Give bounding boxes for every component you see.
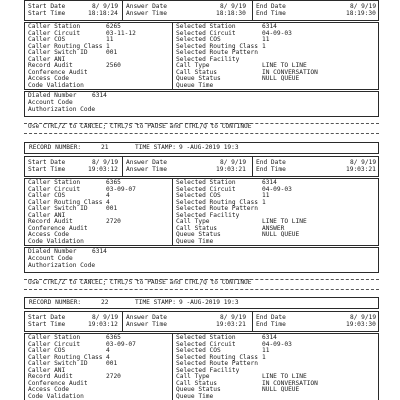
field-label: Record Audit [28, 373, 73, 380]
field-label: Dialed Number [28, 248, 77, 255]
record-header-box [24, 297, 379, 309]
field-value: 6314 [262, 179, 277, 186]
field-label: Access Code [28, 231, 69, 238]
field-label: Caller Switch ID [28, 360, 88, 367]
field-label: Selected Route Pattern [176, 360, 258, 367]
answer-date-value: 8/ 9/19 [220, 3, 247, 10]
end-time-value: 18:19:30 [346, 10, 376, 17]
field-label: Caller COS [28, 347, 66, 354]
record-time-box [24, 156, 379, 177]
field-label: Caller Routing Class [28, 353, 103, 361]
record-number-value: 21 [101, 144, 109, 151]
start-time-label: Start Time [28, 321, 66, 328]
field-label: Selected Station [176, 334, 236, 341]
field-value: 001 [106, 205, 118, 212]
answer-time-label: Answer Time [126, 166, 167, 173]
start-date-value: 8/ 9/19 [92, 159, 119, 166]
start-date-label: Start Date [28, 314, 66, 321]
separator-line [24, 289, 379, 290]
field-label: Caller Station [28, 179, 81, 186]
field-label: Caller Routing Class [28, 198, 103, 206]
field-label: Caller ANI [28, 366, 66, 374]
field-label: Call Type [176, 218, 210, 225]
field-label: Access Code [28, 75, 69, 82]
column-divider [122, 156, 123, 177]
field-label: Selected Station [176, 179, 236, 186]
field-value: 001 [106, 360, 118, 367]
timestamp-label: TIME STAMP: [135, 299, 176, 306]
field-label: Queue Status [176, 386, 221, 393]
field-value: LINE TO LINE [262, 62, 307, 69]
answer-time-value: 19:03:21 [216, 321, 246, 328]
field-label: Caller ANI [28, 211, 66, 219]
record-time-box [24, 311, 379, 332]
field-value: 11 [262, 192, 270, 199]
field-value: 4 [106, 353, 110, 361]
field-value: NULL QUEUE [262, 75, 300, 82]
field-label: Call Type [176, 62, 210, 69]
timestamp-value: 9 -AUG-2019 19:3 [179, 299, 239, 306]
start-date-value: 8/ 9/19 [92, 314, 119, 321]
separator-line [24, 133, 379, 134]
record-number-label: RECORD NUMBER: [29, 144, 82, 151]
field-value: ANSWER [262, 224, 285, 232]
column-divider [122, 0, 123, 21]
field-label: Account Code [28, 255, 73, 262]
field-label: Call Type [176, 373, 210, 380]
field-label: Selected Facility [176, 55, 240, 63]
field-value: 001 [106, 49, 118, 56]
field-value: IN CONVERSATION [262, 379, 318, 387]
end-time-value: 19:03:21 [346, 166, 376, 173]
answer-time-label: Answer Time [126, 321, 167, 328]
field-label: Selected Facility [176, 211, 240, 219]
field-value: 6314 [92, 92, 107, 99]
end-time-label: End Time [256, 166, 286, 173]
end-time-label: End Time [256, 10, 286, 17]
field-label: Selected Route Pattern [176, 205, 258, 212]
field-value: 1 [262, 42, 266, 50]
field-value: 4 [106, 347, 110, 354]
field-label: Selected COS [176, 347, 221, 354]
field-value: NULL QUEUE [262, 386, 300, 393]
column-divider [172, 333, 173, 400]
record-number-label: RECORD NUMBER: [29, 299, 82, 306]
end-date-value: 8/ 9/19 [350, 159, 377, 166]
field-label: Caller Station [28, 334, 81, 341]
end-date-value: 8/ 9/19 [350, 3, 377, 10]
field-label: Caller Circuit [28, 29, 81, 37]
column-divider [172, 178, 173, 246]
answer-date-label: Answer Date [126, 3, 167, 10]
cancel-instruction: Use CTRL/Z to CANCEL; CTRL/S to PAUSE and CTRL/Q to CONTINUE [28, 123, 252, 130]
start-date-label: Start Date [28, 3, 66, 10]
end-date-label: End Date [256, 314, 286, 321]
field-value: 04-09-03 [262, 185, 292, 193]
field-label: Conference Audit [28, 224, 88, 232]
field-label: Caller Circuit [28, 185, 81, 193]
field-label: Call Status [176, 68, 217, 76]
field-label: Caller COS [28, 192, 66, 199]
field-label: Authorization Code [28, 106, 96, 113]
column-divider [172, 22, 173, 90]
field-label: Selected Route Pattern [176, 49, 258, 56]
field-label: Call Status [176, 379, 217, 387]
field-value: 6265 [106, 23, 121, 30]
answer-time-value: 18:18:30 [216, 10, 246, 17]
end-date-value: 8/ 9/19 [350, 314, 377, 321]
field-label: Code Validation [28, 81, 84, 89]
field-value: 04-09-03 [262, 29, 292, 37]
field-label: Caller COS [28, 36, 66, 43]
field-label: Selected Circuit [176, 29, 236, 37]
field-value: IN CONVERSATION [262, 68, 318, 76]
end-time-label: End Time [256, 321, 286, 328]
field-label: Caller ANI [28, 55, 66, 63]
timestamp-label: TIME STAMP: [135, 144, 176, 151]
field-label: Caller Station [28, 23, 81, 30]
field-value: 04-09-03 [262, 340, 292, 348]
field-label: Queue Time [176, 81, 214, 89]
field-label: Record Audit [28, 218, 73, 225]
field-label: Caller Circuit [28, 340, 81, 348]
record-time-box [24, 0, 379, 21]
answer-time-label: Answer Time [126, 10, 167, 17]
field-label: Code Validation [28, 392, 84, 400]
field-label: Access Code [28, 386, 69, 393]
start-time-label: Start Time [28, 166, 66, 173]
field-value: 2720 [106, 373, 121, 380]
start-time-value: 19:03:12 [88, 166, 118, 173]
field-value: 03-09-07 [106, 340, 136, 348]
field-value: 1 [262, 198, 266, 206]
field-label: Call Status [176, 224, 217, 232]
field-value: 2720 [106, 218, 121, 225]
answer-date-value: 8/ 9/19 [220, 159, 247, 166]
field-label: Conference Audit [28, 379, 88, 387]
field-value: 4 [106, 192, 110, 199]
column-divider [122, 311, 123, 332]
field-value: 1 [262, 353, 266, 361]
field-label: Code Validation [28, 237, 84, 245]
field-value: NULL QUEUE [262, 231, 300, 238]
field-label: Record Audit [28, 62, 73, 69]
answer-time-value: 19:03:21 [216, 166, 246, 173]
field-value: 11 [106, 36, 114, 43]
answer-date-label: Answer Date [126, 314, 167, 321]
field-label: Caller Switch ID [28, 49, 88, 56]
field-label: Conference Audit [28, 68, 88, 76]
field-value: 4 [106, 198, 110, 206]
field-label: Caller Switch ID [28, 205, 88, 212]
field-label: Selected Routing Class [176, 198, 258, 206]
end-date-label: End Date [256, 159, 286, 166]
start-time-value: 18:18:24 [88, 10, 118, 17]
field-value: 6314 [262, 23, 277, 30]
start-date-label: Start Date [28, 159, 66, 166]
answer-date-value: 8/ 9/19 [220, 314, 247, 321]
field-value: 11 [262, 347, 270, 354]
start-time-value: 19:03:12 [88, 321, 118, 328]
field-label: Selected COS [176, 192, 221, 199]
end-time-value: 19:03:30 [346, 321, 376, 328]
field-value: 03-11-12 [106, 29, 136, 37]
record-number-value: 22 [101, 299, 109, 306]
field-label: Queue Time [176, 392, 214, 400]
column-divider [252, 156, 253, 177]
field-label: Caller Routing Class [28, 42, 103, 50]
field-value: 1 [106, 42, 110, 50]
field-label: Selected COS [176, 36, 221, 43]
start-time-label: Start Time [28, 10, 66, 17]
end-date-label: End Date [256, 3, 286, 10]
field-value: 6365 [106, 334, 121, 341]
field-label: Dialed Number [28, 92, 77, 99]
start-date-value: 8/ 9/19 [92, 3, 119, 10]
record-header-box [24, 142, 379, 154]
field-value: LINE TO LINE [262, 373, 307, 380]
field-label: Authorization Code [28, 262, 96, 269]
field-label: Selected Facility [176, 366, 240, 374]
field-label: Queue Time [176, 237, 214, 245]
answer-date-label: Answer Date [126, 159, 167, 166]
field-label: Account Code [28, 99, 73, 106]
field-value: 2560 [106, 62, 121, 69]
timestamp-value: 9 -AUG-2019 19:3 [179, 144, 239, 151]
field-label: Queue Status [176, 75, 221, 82]
field-label: Selected Circuit [176, 185, 236, 193]
column-divider [252, 0, 253, 21]
cancel-instruction: Use CTRL/Z to CANCEL; CTRL/S to PAUSE and CTRL/Q to CONTINUE [28, 279, 252, 286]
field-value: 11 [262, 36, 270, 43]
field-value: 03-09-07 [106, 185, 136, 193]
field-label: Selected Routing Class [176, 42, 258, 50]
column-divider [252, 311, 253, 332]
field-label: Queue Status [176, 231, 221, 238]
field-label: Selected Routing Class [176, 353, 258, 361]
field-label: Selected Station [176, 23, 236, 30]
field-value: 6365 [106, 179, 121, 186]
field-label: Selected Circuit [176, 340, 236, 348]
field-value: 6314 [262, 334, 277, 341]
field-value: 6314 [92, 248, 107, 255]
field-value: LINE TO LINE [262, 218, 307, 225]
